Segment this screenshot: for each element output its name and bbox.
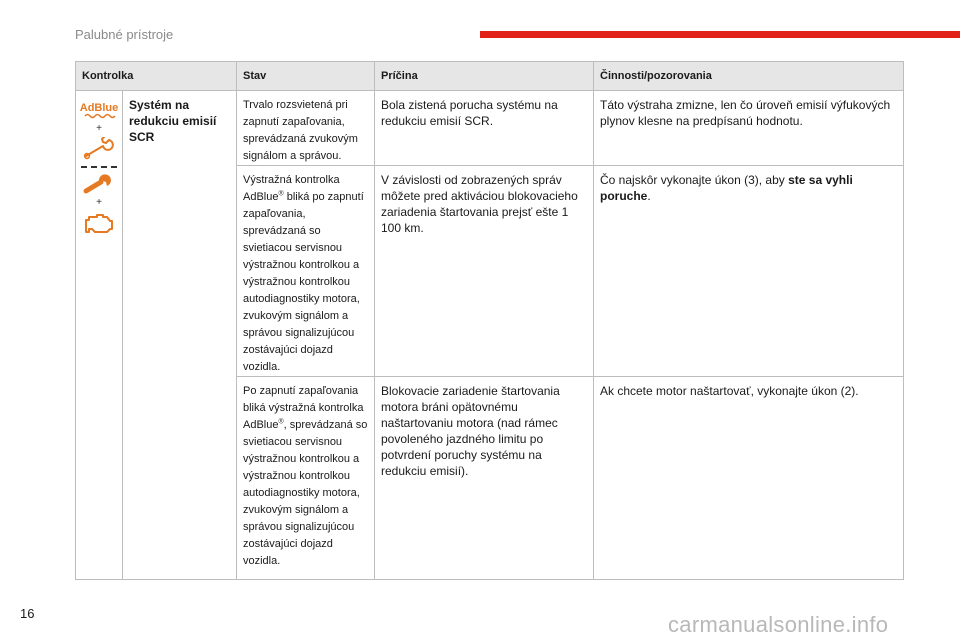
cause-cell-1: Bola zistená porucha systému na redukciu emisií SCR. (375, 91, 594, 166)
table-header-row (76, 62, 904, 91)
action-cell-3: Ak chcete motor naštartovať, vykonajte úkon (2). (594, 377, 904, 580)
watermark-text: carmanualsonline.info (668, 612, 889, 637)
action-cell-1: Táto výstraha zmizne, len čo úroveň emisií výfukových plynov klesne na predpísanú hodnotu. (594, 91, 904, 166)
column-header-kontrolka: Kontrolka (76, 62, 237, 91)
engine-icon (82, 211, 116, 235)
wrench-icon (81, 137, 117, 161)
page-number: 16 (20, 606, 35, 621)
plus-sign-2: + (96, 197, 102, 208)
state-cell-2: Výstražná kontrolka AdBlue® bliká po zapnutí zapaľovania, sprevádzaná so svietiacou servisnou výstražnou kontrolkou a výstražnou kontrolkou autodiagnostiky motora, zvukovým signálom a správou signalizujúcou zostávajúci dojazd vozidla. (237, 166, 375, 377)
cause-cell-2: V závislosti od zobrazených správ môžete pred aktiváciou blokovacieho zariadenia štartovania prejsť ešte 1 100 km. (375, 166, 594, 377)
system-name-cell: Systém na redukciu emisií SCR (123, 91, 237, 580)
adblue-icon (79, 99, 119, 121)
column-header-pricina: Príčina (375, 62, 594, 91)
table-row (76, 91, 904, 166)
icon-divider (81, 166, 117, 168)
state-cell-1: Trvalo rozsvietená pri zapnutí zapaľovania, sprevádzaná zvukovým signálom a správou. (237, 91, 375, 166)
cause-cell-3: Blokovacie zariadenie štartovania motora bráni opätovnému naštartovaniu motora (nad rámec povoleného jazdného limitu po potvrdení poruchy systému na redukciu emisií). (375, 377, 594, 580)
section-title: Palubné prístroje (75, 27, 174, 42)
state-cell-3: Po zapnutí zapaľovania bliká výstražná kontrolka AdBlue®, sprevádzaná so svietiacou servisnou výstražnou kontrolkou a výstražnou kontrolkou autodiagnostiky motora, zvukovým signálom a správou signalizujúcou zostávajúci dojazd vozidla. (237, 377, 375, 580)
warning-icons-cell (76, 91, 123, 580)
plus-sign-1: + (96, 123, 102, 134)
column-header-cinnosti: Činnosti/pozorovania (594, 62, 904, 91)
warning-lights-table (75, 61, 904, 580)
section-accent-bar (480, 31, 960, 38)
wrench-filled-icon (81, 173, 117, 195)
column-header-stav: Stav (237, 62, 375, 91)
svg-text:AdBlue: AdBlue (79, 102, 119, 114)
action-cell-2: Čo najskôr vykonajte úkon (3), aby ste sa vyhli poruche. (594, 166, 904, 377)
